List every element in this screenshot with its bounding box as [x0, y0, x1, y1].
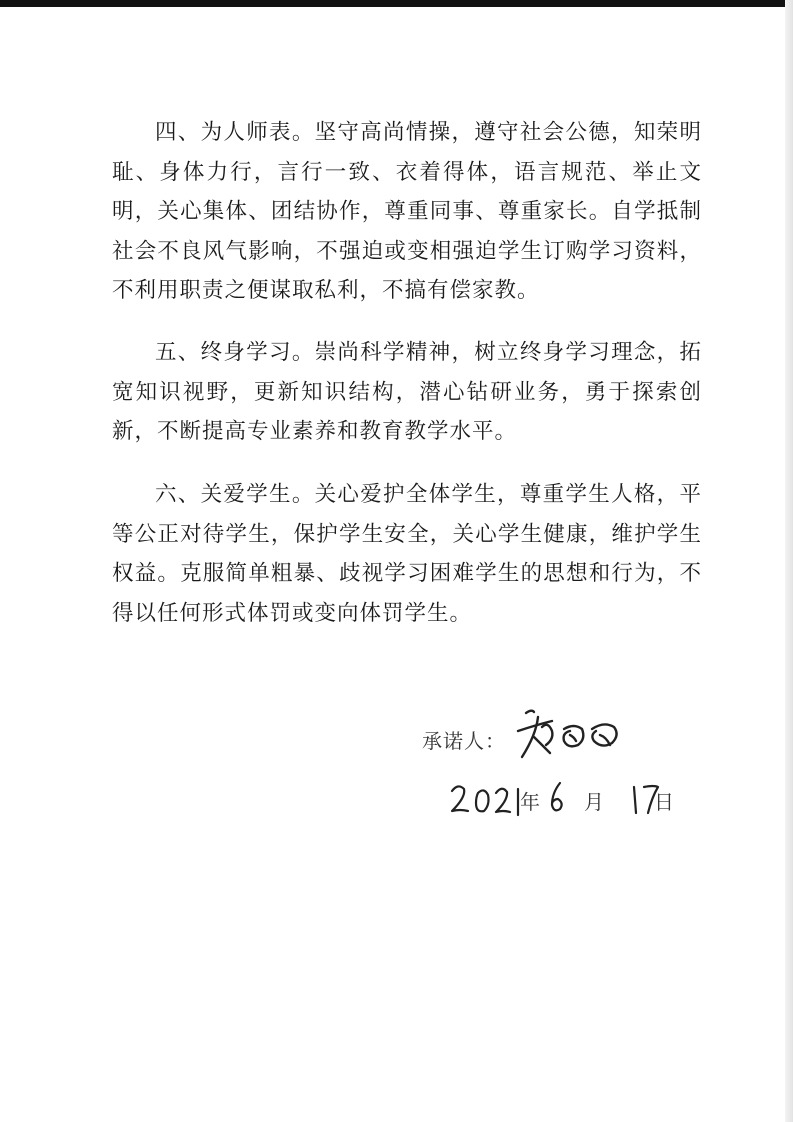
- handwritten-signature: [512, 705, 632, 763]
- year-char: 年: [520, 790, 540, 814]
- signature-block: [422, 705, 662, 765]
- handwritten-date: [448, 775, 678, 825]
- page-edge-shadow: [785, 0, 793, 1122]
- day-char: 日: [654, 790, 674, 814]
- signer-label: 承诺人：: [422, 729, 506, 753]
- paragraph-lifelong-learning: 五、终身学习。崇尚科学精神，树立终身学习理念，拓宽知识视野，更新知识结构，潜心钻研业务，勇于探索创新，不断提高专业素养和教育教学水平。: [112, 340, 702, 444]
- paragraph-role-model: 四、为人师表。坚守高尚情操，遵守社会公德，知荣明耻、身体力行，言行一致、衣着得体，语言规范、举止文明，关心集体、团结协作，尊重同事、尊重家长。自学抵制社会不良风气影响，不强迫或变相强迫学生订购学习资料，不利用职责之便谋取私利，不搞有偿家教。: [112, 120, 702, 303]
- paragraph-care-for-students: 六、关爱学生。关心爱护全体学生，尊重学生人格，平等公正对待学生，保护学生安全，关心学生健康，维护学生权益。克服简单粗暴、歧视学习困难学生的思想和行为，不得以任何形式体罚或变向体罚学生。: [112, 482, 702, 626]
- top-border: [0, 0, 793, 7]
- month-char: 月: [584, 790, 604, 814]
